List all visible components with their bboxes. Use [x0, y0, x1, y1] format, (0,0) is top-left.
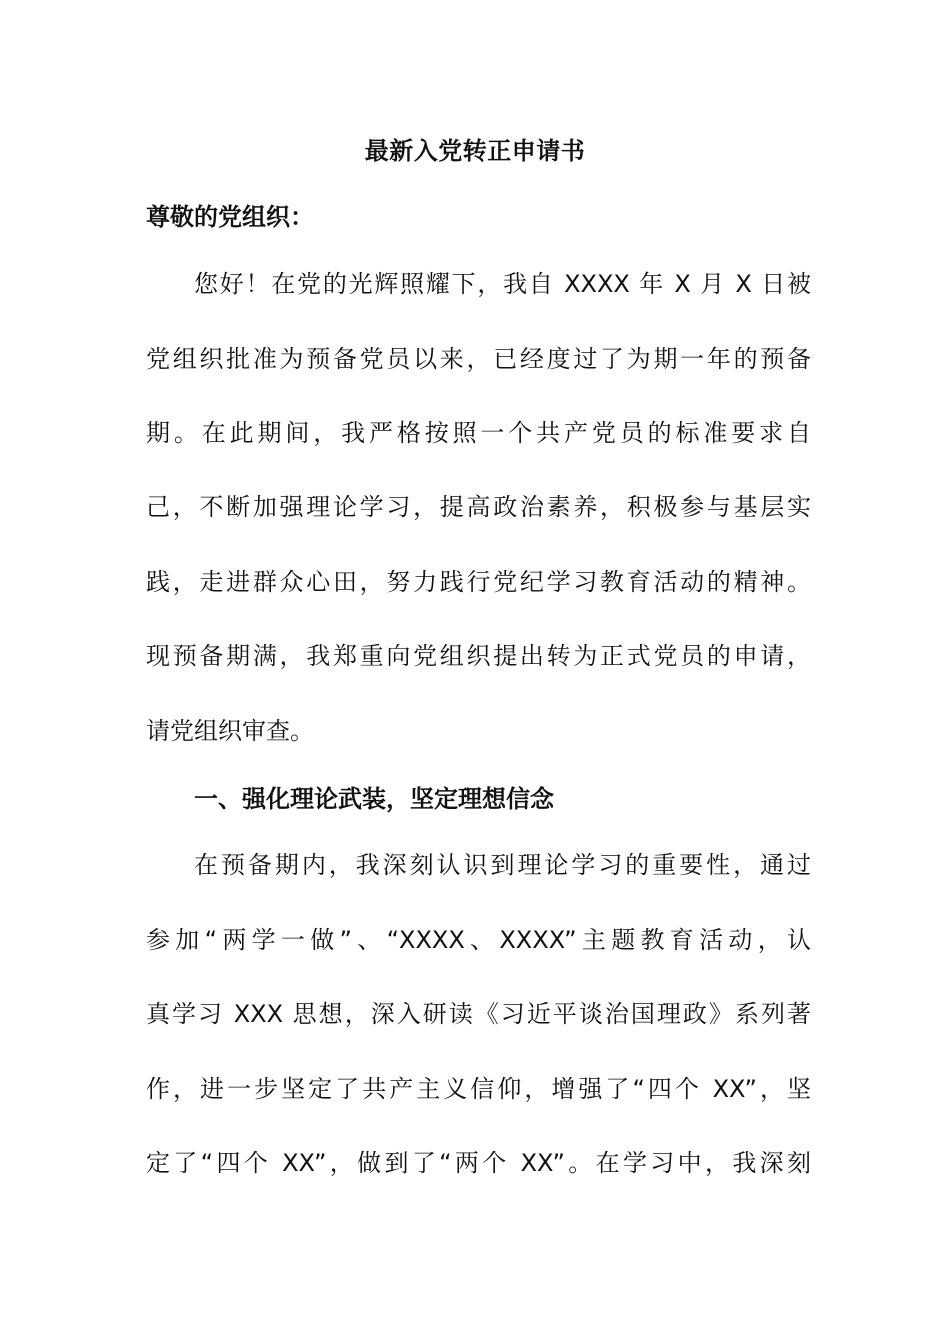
paragraph-line: 定了“四个 XX”，做到了“两个 XX”。在学习中，我深刻 — [146, 1149, 811, 1177]
document-title: 最新入党转正申请书 — [364, 137, 586, 165]
paragraph-line: 现预备期满，我郑重向党组织提出转为正式党员的申请， — [146, 642, 811, 670]
section-heading: 一、强化理论武装，坚定理想信念 — [194, 785, 554, 813]
paragraph-line: 践，走进群众心田，努力践行党纪学习教育活动的精神。 — [146, 568, 811, 596]
paragraph-line: 参加“两学一做”、“XXXX、XXXX”主题教育活动，认 — [146, 926, 811, 954]
paragraph-line: 您好！在党的光辉照耀下，我自 XXXX 年 X 月 X 日被 — [194, 270, 811, 298]
paragraph-line: 请党组织审查。 — [146, 717, 314, 745]
paragraph-line: 作，进一步坚定了共产主义信仰，增强了“四个 XX”，坚 — [146, 1075, 811, 1103]
salutation: 尊敬的党组织： — [146, 203, 314, 231]
paragraph-line: 己，不断加强理论学习，提高政治素养，积极参与基层实 — [146, 493, 811, 521]
paragraph-line: 期。在此期间，我严格按照一个共产党员的标准要求自 — [146, 419, 811, 447]
paragraph-line: 在预备期内，我深刻认识到理论学习的重要性，通过 — [194, 851, 811, 879]
paragraph-line: 真学习 XXX 思想，深入研读《习近平谈治国理政》系列著 — [146, 1000, 811, 1028]
paragraph-line: 党组织批准为预备党员以来，已经度过了为期一年的预备 — [146, 345, 811, 373]
